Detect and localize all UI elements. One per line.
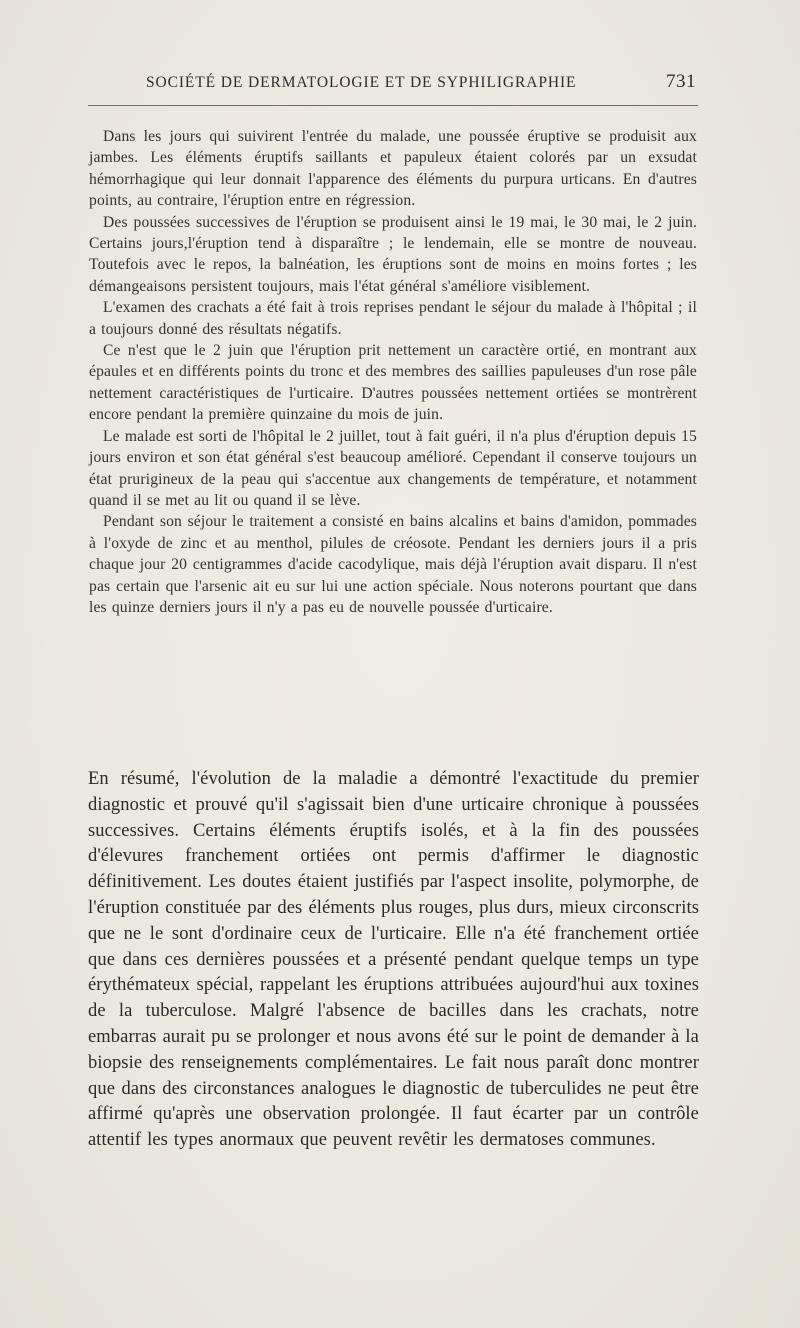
- paragraph-eruption-onset: Dans les jours qui suivirent l'entrée du malade, une poussée éruptive se produisit aux jambes. Les éléments éruptifs saillants et papuleux étaient colorés par un exsudat hémorrhagique qui leur donnait l'apparence des éléments du purpura urticans. En d'autres points, au contraire, l'éruption entre en régression.: [89, 128, 697, 210]
- page-number: 731: [666, 71, 696, 92]
- paragraph-successive-eruptions: Des poussées successives de l'éruption se produisent ainsi le 19 mai, le 30 mai, le 2 juin. Certains jours,l'éruption tend à disparaître ; le lendemain, elle se montre de nouveau. Toutefois avec le repos, la balnéation, les éruptions sont de moins en moins fortes ; les démangeaisons persistent toujours, mais l'état général s'améliore visiblement.: [89, 213, 697, 295]
- paragraph-sputum-exam: L'examen des crachats a été fait à trois reprises pendant le séjour du malade à l'hôpital ; il a toujours donné des résultats négatifs.: [89, 299, 697, 338]
- paragraph-treatment: Pendant son séjour le traitement a consisté en bains alcalins et bains d'amidon, pommades à l'oxyde de zinc et au menthol, pilules de créosote. Pendant les derniers jours il a pris chaque jour 20 centigrammes d'acide cacodylique, mais déjà l'éruption avait disparu. Il n'est pas certain que l'arsenic ait eu sur lui une action spéciale. Nous noterons pourtant que dans les quinze derniers jours il n'y a pas eu de nouvelle poussée d'urticaire.: [89, 513, 697, 616]
- paragraph-discharge: Le malade est sorti de l'hôpital le 2 juillet, tout à fait guéri, il n'a plus d'éruption depuis 15 jours environ et son état général s'est beaucoup amélioré. Cependant il conserve toujours un état prurigineux de la peau qui s'accentue aux changements de température, et notamment quand il se met au lit ou quand il se lève.: [89, 427, 697, 509]
- running-head: SOCIÉTÉ DE DERMATOLOGIE ET DE SYPHILIGRAPHIE: [146, 74, 577, 91]
- paragraph-urticarial-character: Ce n'est que le 2 juin que l'éruption prit nettement un caractère ortié, en montrant aux épaules et en différents points du tronc et des membres des saillies papuleuses d'un rose pâle nettement caractéristiques de l'urticaire. D'autres poussées nettement ortiées se montrèrent encore pendant la première quinzaine du mois de juin.: [89, 342, 697, 424]
- header-rule: [88, 105, 698, 106]
- paragraph-summary: En résumé, l'évolution de la maladie a démontré l'exactitude du premier diagnostic et prouvé qu'il s'agissait bien d'une urticaire chronique à poussées successives. Certains éléments éruptifs isolés, et à la fin des poussées d'élevures franchement ortiées ont permis d'affirmer le diagnostic définitivement. Les doutes étaient justifiés par l'aspect insolite, polymorphe, de l'éruption constituée par des éléments plus rouges, plus durs, mieux circonscrits que ne le sont d'ordinaire ceux de l'urticaire. Elle n'a été franchement ortiée que dans ces dernières poussées et a présenté pendant quelque temps un type érythémateux spécial, rappelant les éruptions attribuées aujourd'hui aux toxines de la tuberculose. Malgré l'absence de bacilles dans les crachats, notre embarras aurait pu se prolonger et nous avons été sur le point de demander à la biopsie des renseignements complémentaires. Le fait nous paraît donc montrer que dans des circonstances analogues le diagnostic de tuberculides ne peut être affirmé qu'après une observation prolongée. Il faut écarter par un contrôle attentif les types anormaux que peuvent revêtir les dermatoses communes.: [88, 769, 699, 1151]
- summary-section: [88, 767, 699, 1154]
- case-observation: [89, 126, 697, 618]
- page-header: [88, 70, 698, 98]
